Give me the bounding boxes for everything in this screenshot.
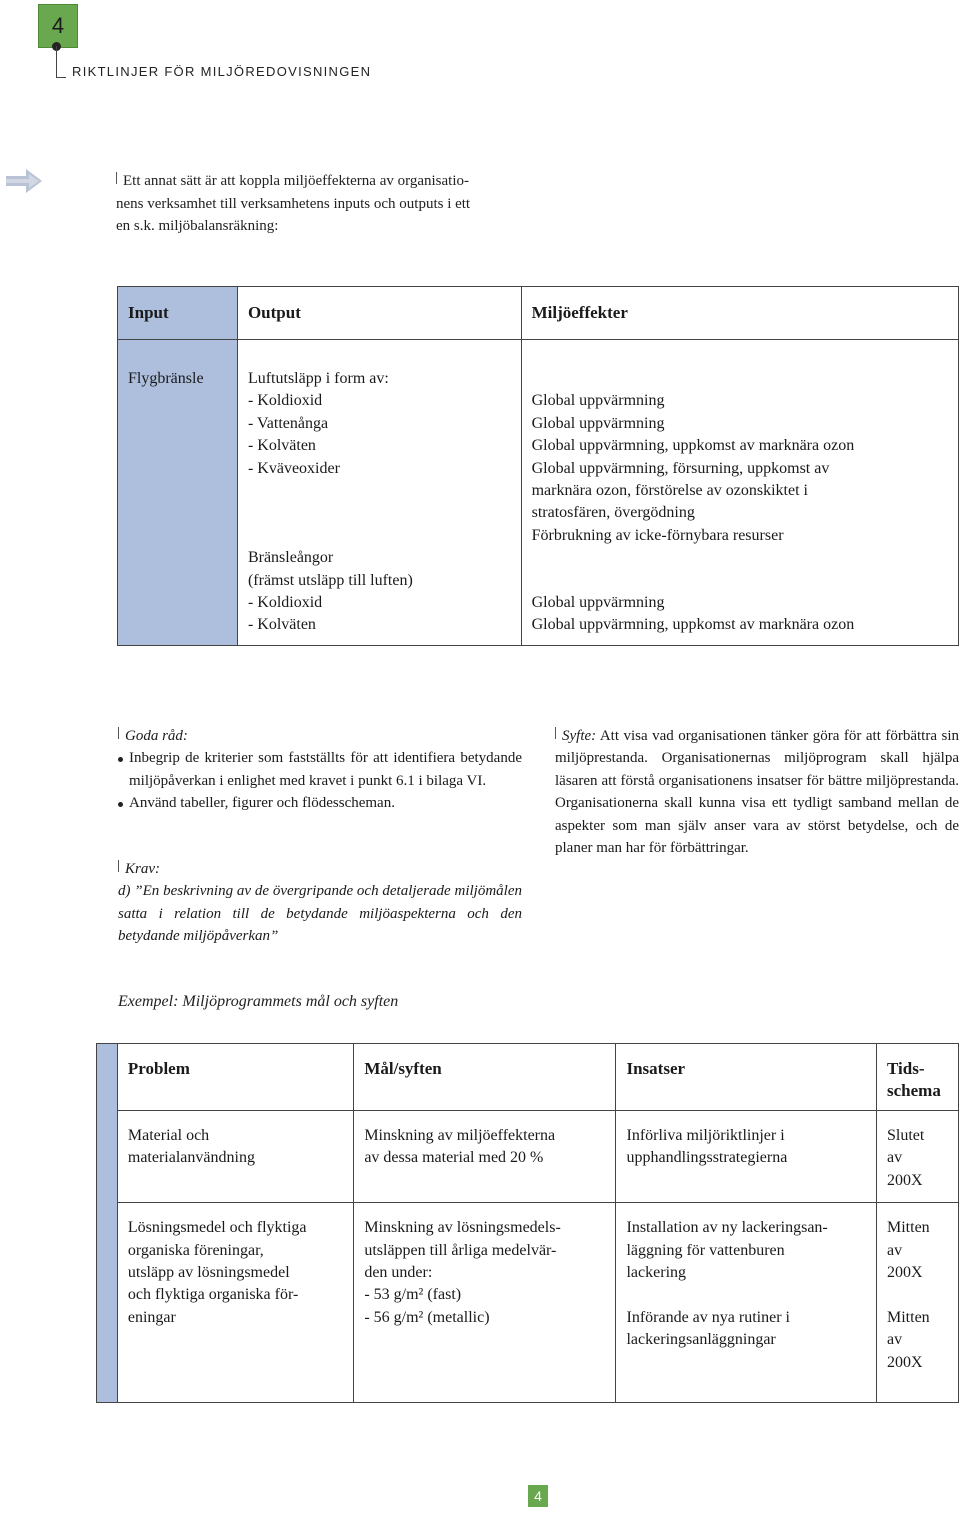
krav-text: d) ”En beskrivning av de övergripande och detaljerade miljömålen satta i relation till de betydande miljöaspekterna och den betydande miljöpåverkan” [118, 883, 522, 945]
goda-rad-box [118, 725, 522, 815]
program-table [96, 1043, 959, 1403]
effects-cell: Global uppvärmning Global uppvärmning Global uppvärmning, uppkomst av marknära ozon Global uppvärmning, försurning, uppkomst av marknära ozon, förstörelse av ozonskiktet i stratosfären, övergödning Förbrukning av icke-förnybara resurser Global uppvärmning Global uppvärmning, uppkomst av marknära ozon [521, 340, 958, 646]
table-row [118, 340, 959, 646]
example-caption: Exempel: Miljöprogrammets mål och syften [118, 993, 399, 1010]
mal-cell: Minskning av lösningsmedels- utsläppen till årliga medelvär- den under: - 53 g/m² (fast) - 56 g/m² (metallic) [354, 1203, 616, 1403]
chapter-marker-hline [56, 77, 66, 78]
table-row [97, 1111, 959, 1203]
table-side-stripe [97, 1044, 118, 1403]
header-insatser: Insatser [616, 1044, 877, 1111]
header-effects: Miljöeffekter [521, 287, 958, 340]
intro-line: Ett annat sätt är att koppla miljöeffekterna av organisatio- [116, 170, 546, 193]
insatser-cell: Införliva miljöriktlinjer i upphandlingsstrategierna [616, 1111, 877, 1203]
header-input: Input [118, 287, 238, 340]
chapter-number-badge: 4 [38, 4, 78, 48]
tid-cell: Slutet av 200X [877, 1111, 959, 1203]
table-row [97, 1203, 959, 1403]
section-tick [116, 172, 117, 184]
arrow-right-icon [4, 166, 44, 196]
intro-line: nens verksamhet till verksamhetens inputs och outputs i ett [116, 195, 471, 212]
output-cell: Luftutsläpp i form av: - Koldioxid - Vattenånga - Kolväten - Kväveoxider Bränsleångor (främst utsläpp till luften) - Koldioxid - Kolväten [237, 340, 521, 646]
krav-box [118, 858, 522, 948]
list-item: Använd tabeller, figurer och flödesscheman. [118, 792, 522, 814]
insatser-cell: Installation av ny lackeringsan- läggning för vattenburen lackering Införande av nya rutiner i lackeringsanläggningar [616, 1203, 877, 1403]
page-number: 4 [528, 1485, 548, 1507]
header-tidsschema: Tids- schema [877, 1044, 959, 1111]
mal-cell: Minskning av miljöeffekterna av dessa material med 20 % [354, 1111, 616, 1203]
intro-line: en s.k. miljöbalansräkning: [116, 218, 279, 234]
table-header-row [118, 287, 959, 340]
problem-cell: Material och materialanvändning [117, 1111, 353, 1203]
header-output: Output [237, 287, 521, 340]
goda-rad-label: Goda råd: [118, 725, 522, 747]
syfte-label: Syfte: [562, 728, 597, 744]
list-item: Inbegrip de kriterier som fastställts för att identifiera betydande miljöpåverkan i enlighet med kravet i punkt 6.1 i bilaga VI. [118, 747, 522, 792]
krav-label: Krav: [118, 858, 522, 880]
running-header-title: RIKTLINJER FÖR MILJÖREDOVISNINGEN [72, 64, 372, 79]
balance-table [117, 286, 959, 646]
tid-cell: Mitten av 200X Mitten av 200X [877, 1203, 959, 1403]
table-header-row [97, 1044, 959, 1111]
input-cell: Flygbränsle [118, 340, 238, 646]
header-problem: Problem [117, 1044, 353, 1111]
intro-paragraph [116, 170, 546, 238]
syfte-box [555, 725, 959, 859]
problem-cell: Lösningsmedel och flyktiga organiska föreningar, utsläpp av lösningsmedel och flyktiga organiska för- eningar [117, 1203, 353, 1403]
syfte-text: Att visa vad organisationen tänker göra för att förbättra sin miljöprestanda. Organisationernas miljöprogram skall hjälpa läsaren att förstå organisationens insatser för bättre miljöprestanda. Organisationerna skall kunna visa ett tydligt samband mellan de aspekter som man själv anser vara av störst betydelse, och de planer man har för förbättringar. [555, 728, 959, 857]
header-mal: Mål/syften [354, 1044, 616, 1111]
chapter-marker-line [56, 46, 57, 78]
